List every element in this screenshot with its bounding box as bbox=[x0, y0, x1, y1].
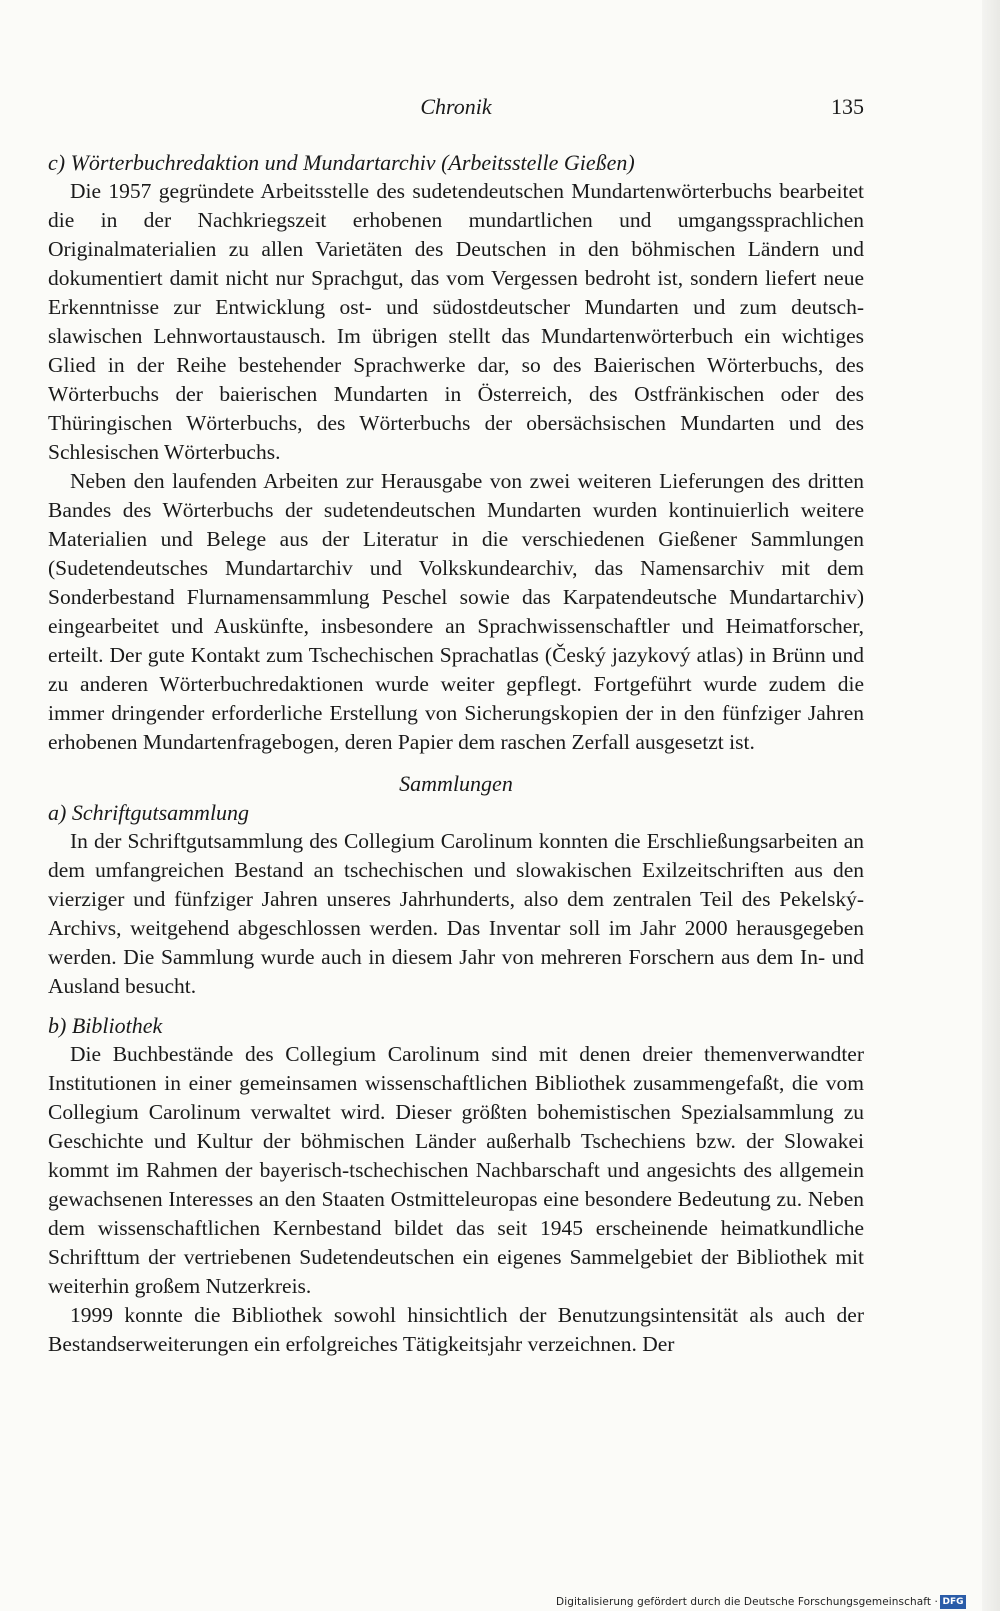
page-edge-shadow bbox=[982, 0, 1000, 1611]
dfg-logo: DFG bbox=[940, 1595, 966, 1609]
running-header bbox=[48, 90, 864, 124]
paragraph: Neben den laufenden Arbeiten zur Herausgabe von zwei weiteren Lieferungen des dritten Bandes des Wörterbuchs der sudetendeutschen Mundarten wurden kontinuierlich weitere Materialien und Belege aus der Literatur in die verschiedenen Gießener Sammlungen (Sudetendeutsches Mundartarchiv und Volkskundearchiv, das Namensarchiv mit dem Sonderbestand Flurnamensammlung Peschel sowie das Karpatendeutsche Mundartarchiv) eingearbeitet und Auskünfte, insbesondere an Sprachwissenschaftler und Heimatforscher, erteilt. Der gute Kontakt zum Tschechischen Sprachatlas (Český jazykový atlas) in Brünn und zu anderen Wörterbuchredaktionen wurde weiter gepflegt. Fortgeführt wurde zudem die immer dringender erforderliche Erstellung von Sicherungskopien der in den fünfziger Jahren erhobenen Mundartenfragebogen, deren Papier dem raschen Zerfall ausgesetzt ist. bbox=[48, 469, 864, 754]
section-heading-schriftgutsammlung: a) Schriftgutsammlung bbox=[48, 800, 250, 825]
section-heading-bibliothek: b) Bibliothek bbox=[48, 1013, 163, 1038]
page-number: 135 bbox=[831, 94, 864, 119]
section-spacer bbox=[48, 1001, 864, 1011]
paragraph: Die 1957 gegründete Arbeitsstelle des sudetendeutschen Mundartenwörterbuchs bearbeitet die in der Nachkriegszeit erhobenen mundartlichen und umgangssprachlichen Originalmaterialien zu allen Varietäten des Deutschen in den böhmischen Ländern und dokumentiert damit nicht nur Sprachgut, das vom Vergessen bedroht ist, sondern liefert neue Erkenntnisse zur Entwicklung ost- und südostdeutscher Mundarten und zum deutsch-slawischen Lehnwortaustausch. Im übrigen stellt das Mundartenwörterbuch ein wichtiges Glied in der Reihe bestehender Sprachwerke dar, so des Baierischen Wörterbuchs, des Wörterbuchs der baierischen Mundarten in Österreich, des Ostfränkischen oder des Thüringischen Wörterbuchs, des Wörterbuchs der obersächsischen Mundarten und des Schlesischen Wörterbuchs. bbox=[48, 179, 864, 464]
section-heading-woerterbuchredaktion: c) Wörterbuchredaktion und Mundartarchiv (Arbeitsstelle Gießen) bbox=[48, 150, 635, 175]
running-title: Chronik bbox=[420, 94, 492, 119]
page-body bbox=[48, 148, 864, 1359]
paragraph: Die Buchbestände des Collegium Carolinum sind mit denen dreier themenverwandter Institutionen in einer gemeinsamen wissenschaftlichen Bibliothek zusammengefaßt, die vom Collegium Carolinum verwaltet wird. Dieser größten bohemistischen Spezialsammlung zu Geschichte und Kultur der böhmischen Länder außerhalb Tschechiens bzw. der Slowakei kommt im Rahmen der bayerisch-tschechischen Nachbarschaft und angesichts des allgemein gewachsenen Interesses an den Staaten Ostmitteleuropas eine besondere Bedeutung zu. Neben dem wissenschaftlichen Kernbestand bildet das seit 1945 erscheinende heimatkundliche Schrifttum der vertriebenen Sudetendeutschen ein eigenes Sammelgebiet der Bibliothek mit weiterhin großem Nutzerkreis. bbox=[48, 1042, 864, 1298]
paragraph: In der Schriftgutsammlung des Collegium Carolinum konnten die Erschließungsarbeiten an dem umfangreichen Bestand an tschechischen und slowakischen Exilzeitschriften aus den vierziger und fünfziger Jahren unseres Jahrhunderts, also dem zentralen Teil des Pekelský-Archivs, weitgehend abgeschlossen werden. Das Inventar soll im Jahr 2000 herausgegeben werden. Die Sammlung wurde auch in diesem Jahr von mehreren Forschern aus dem In- und Ausland besucht. bbox=[48, 829, 864, 998]
digitization-credit: Digitalisierung gefördert durch die Deutsche Forschungsgemeinschaft · bbox=[556, 1596, 938, 1608]
paragraph: 1999 konnte die Bibliothek sowohl hinsichtlich der Benutzungsintensität als auch der Bestandserweiterungen ein erfolgreiches Tätigkeitsjahr verzeichnen. Der bbox=[48, 1303, 864, 1356]
section-heading-sammlungen: Sammlungen bbox=[399, 771, 513, 796]
